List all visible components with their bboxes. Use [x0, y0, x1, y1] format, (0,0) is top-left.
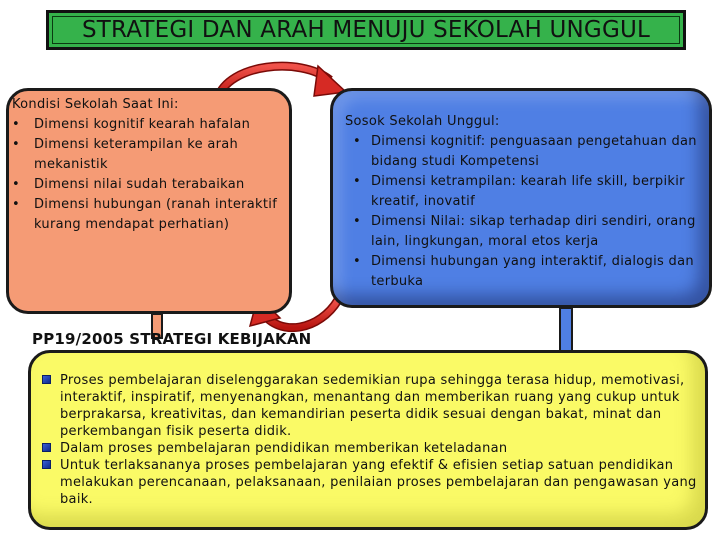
list-item: • Dimensi nilai sudah terabaikan: [12, 175, 282, 195]
bullet-icon: •: [353, 254, 361, 269]
list-item: Untuk terlaksananya proses pembelajaran yang efektif & efisien setiap satuan pendidikan melakukan perencanaan, pelaksanaan, penilaian proses pembelajaran dan pengawasan yang baik.: [40, 457, 700, 508]
current-condition-text: [12, 95, 282, 235]
bullet-icon: •: [12, 177, 20, 192]
strategy-text: [40, 372, 700, 508]
bullet-icon: •: [353, 174, 361, 189]
list-item: • Dimensi kognitif: penguasaan pengetahuan dan bidang studi Kompetensi: [353, 134, 697, 169]
policy-label: PP19/2005 STRATEGI KEBIJAKAN: [32, 330, 312, 348]
list-item: • Dimensi Nilai: sikap terhadap diri sendiri, orang lain, lingkungan, moral etos kerja: [353, 214, 696, 249]
list-item: • Dimensi hubungan yang interaktif, dialogis dan terbuka: [353, 254, 694, 289]
bullet-icon: •: [12, 137, 20, 152]
bullet-icon: •: [353, 214, 361, 229]
bullet-icon: •: [12, 117, 20, 132]
list-item: • Dimensi keterampilan ke arah mekanistik: [12, 137, 239, 172]
square-bullet-icon: [42, 443, 51, 452]
bullet-icon: •: [12, 197, 20, 212]
list-item: • Dimensi ketrampilan: kearah life skill, berpikir kreatif, inovatif: [353, 174, 685, 209]
title-banner: [46, 10, 686, 50]
list-item: • Dimensi kognitif kearah hafalan: [12, 115, 282, 135]
page-title: STRATEGI DAN ARAH MENUJU SEKOLAH UNGGUL: [81, 17, 651, 43]
bullet-icon: •: [353, 134, 361, 149]
square-bullet-icon: [42, 375, 51, 384]
square-bullet-icon: [42, 460, 51, 469]
right-connector: [560, 308, 572, 352]
list-item: • Dimensi hubungan (ranah interaktif kurang mendapat perhatian): [12, 197, 278, 232]
list-item: Proses pembelajaran diselenggarakan sedemikian rupa sehingga terasa hidup, memotivasi, interaktif, inspiratif, menyenangkan, menantang dan memberikan ruang yang cukup untuk berprakarsa, kreativitas, dan kemandirian peserta didik sesuai dengan bakat, minat dan perkembangan fisik peserta didik.: [40, 372, 700, 440]
excellent-school-text: [345, 112, 705, 292]
list-item: Dalam proses pembelajaran pendidikan memberikan keteladanan: [40, 440, 700, 457]
excellent-school-heading: Sosok Sekolah Unggul:: [345, 114, 500, 129]
current-condition-heading: Kondisi Sekolah Saat Ini:: [12, 97, 179, 112]
